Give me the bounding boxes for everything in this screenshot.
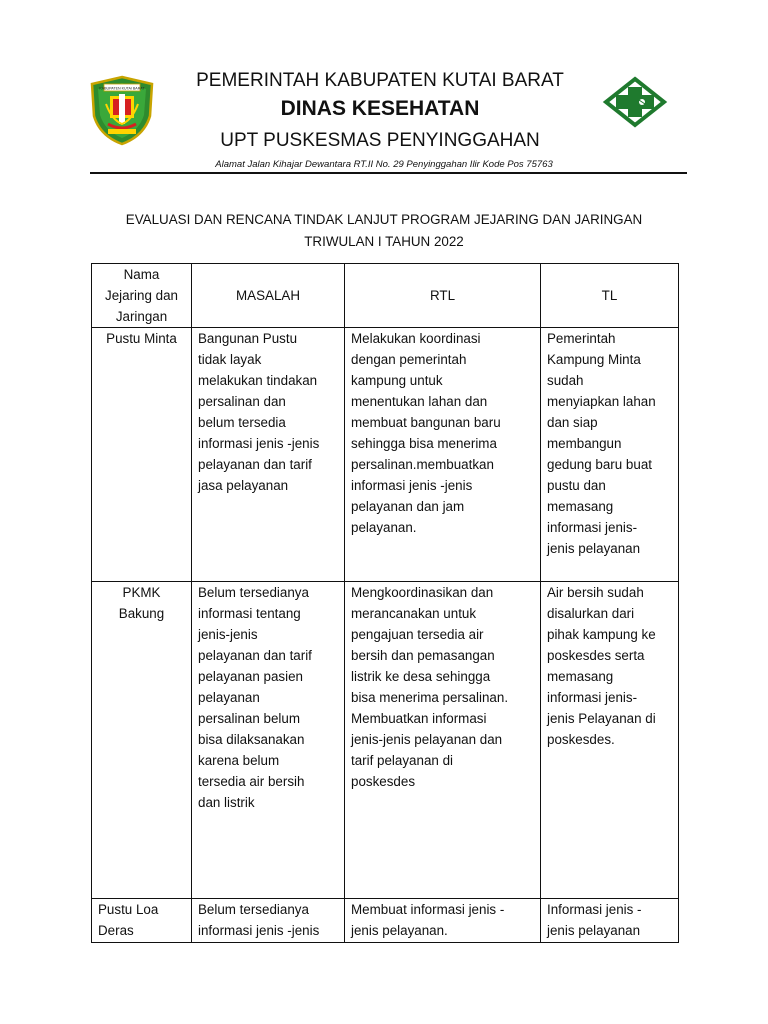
- unit-name: UPT PUSKESMAS PENYINGGAHAN: [220, 130, 540, 151]
- government-name: PEMERINTAH KABUPATEN KUTAI BARAT: [196, 70, 564, 91]
- header-divider: [90, 172, 687, 174]
- row-masalah: Belum tersedianya informasi tentang jenis-jenis pelayanan dan tarif pelayanan pasien pelayanan persalinan belum bisa dilaksanakan karena belum tersedia air bersih dan listrik: [192, 582, 345, 899]
- header-masalah: MASALAH: [192, 264, 345, 328]
- row-name: Pustu Loa Deras: [92, 899, 192, 943]
- row-name: PKMK Bakung: [92, 582, 192, 899]
- health-cross-logo: [601, 76, 669, 128]
- table-header-row: [92, 264, 679, 328]
- svg-text:KABUPATEN KUTAI BARAT: KABUPATEN KUTAI BARAT: [99, 86, 145, 91]
- address-line: Alamat Jalan Kihajar Dewantara RT.II No. 29 Penyinggahan Ilir Kode Pos 75763: [215, 159, 553, 170]
- kutai-barat-emblem-logo: [86, 74, 158, 146]
- table-row: [92, 899, 679, 943]
- title-line-2: TRIWULAN I TAHUN 2022: [304, 234, 464, 249]
- title-line-1: EVALUASI DAN RENCANA TINDAK LANJUT PROGRAM JEJARING DAN JARINGAN: [125, 212, 643, 227]
- table-row: [92, 582, 679, 899]
- row-masalah: Bangunan Pustu tidak layak melakukan tindakan persalinan dan belum tersedia informasi jenis -jenis pelayanan dan tarif jasa pelayanan: [192, 328, 345, 582]
- table-row: [92, 328, 679, 582]
- header-rtl: RTL: [345, 264, 541, 328]
- row-rtl: Melakukan koordinasi dengan pemerintah kampung untuk menentukan lahan dan membuat bangunan baru sehingga bisa menerima persalinan.membuatkan informasi jenis -jenis pelayanan dan jam pelayanan.: [345, 328, 541, 582]
- row-name: Pustu Minta: [92, 328, 192, 582]
- row-tl: Informasi jenis - jenis pelayanan: [541, 899, 679, 943]
- row-tl: Air bersih sudah disalurkan dari pihak kampung ke poskesdes serta memasang informasi jenis- jenis Pelayanan di poskesdes.: [541, 582, 679, 899]
- evaluation-table: [91, 263, 679, 943]
- document-title: [70, 209, 698, 253]
- row-masalah: Belum tersedianya informasi jenis -jenis: [192, 899, 345, 943]
- agency-name: DINAS KESEHATAN: [280, 97, 480, 120]
- row-tl: Pemerintah Kampung Minta sudah menyiapkan lahan dan siap membangun gedung baru buat pustu dan memasang informasi jenis- jenis pelayanan: [541, 328, 679, 582]
- header-nama: Nama Jejaring dan Jaringan: [92, 264, 192, 328]
- row-rtl: Mengkoordinasikan dan merancanakan untuk pengajuan tersedia air bersih dan pemasangan listrik ke desa sehingga bisa menerima persalinan. Membuatkan informasi jenis-jenis pelayanan dan tarif pelayanan di poskesdes: [345, 582, 541, 899]
- row-rtl: Membuat informasi jenis - jenis pelayanan.: [345, 899, 541, 943]
- header-tl: TL: [541, 264, 679, 328]
